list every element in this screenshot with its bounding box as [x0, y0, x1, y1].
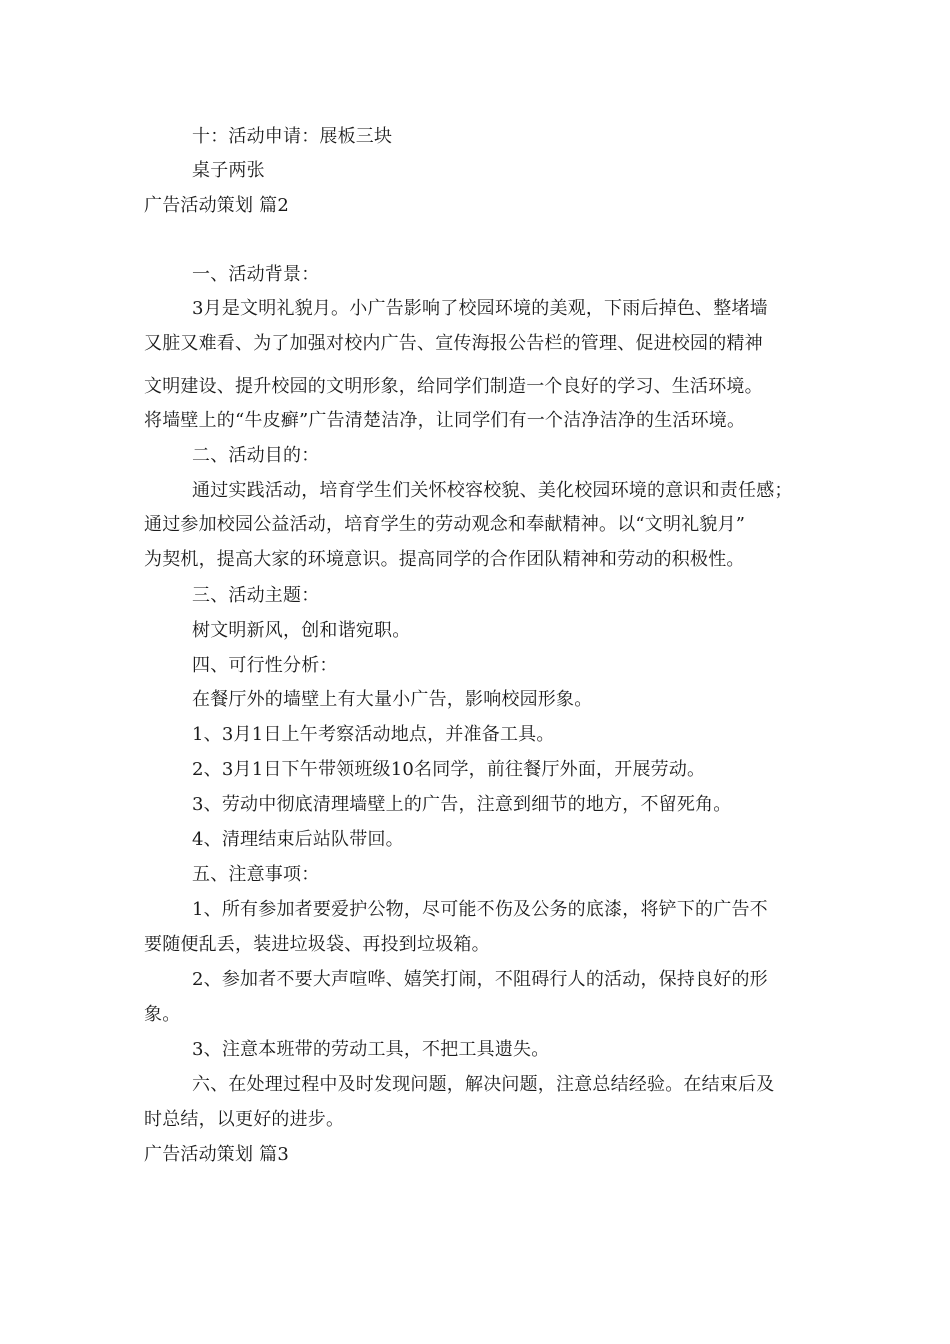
paragraph-line: 3月是文明礼貌月。小广告影响了校园环境的美观，下雨后掉色、整堵墙: [192, 298, 768, 319]
paragraph-line: 通过参加校园公益活动，培育学生的劳动观念和奉献精神。以“文明礼貌月”: [144, 514, 746, 535]
paragraph-line: 通过实践活动，培育学生们关怀校容校貌、美化校园环境的意识和责任感；: [192, 480, 793, 501]
paragraph-line: 桌子两张: [192, 160, 265, 181]
list-item: 3、劳动中彻底清理墙壁上的广告，注意到细节的地方，不留死角。: [192, 794, 732, 815]
paragraph-line: 六、在处理过程中及时发现问题，解决问题，注意总结经验。在结束后及: [192, 1074, 775, 1095]
paragraph-line: 象。: [144, 1004, 181, 1025]
paragraph-line: 又脏又难看、为了加强对校内广告、宣传海报公告栏的管理、促进校园的精神: [144, 333, 763, 354]
paragraph-line: 要随便乱丢，装进垃圾袋、再投到垃圾箱。: [144, 934, 490, 955]
subheading: 四、可行性分析：: [192, 655, 338, 676]
list-item: 1、所有参加者要爱护公物，尽可能不伤及公务的底漆，将铲下的广告不: [192, 899, 768, 920]
paragraph-line: 树文明新风，创和谐宛职。: [192, 620, 411, 641]
section-heading: 广告活动策划 篇2: [144, 195, 289, 216]
subheading: 三、活动主题：: [192, 585, 320, 606]
list-item: 3、注意本班带的劳动工具，不把工具遗失。: [192, 1039, 550, 1060]
paragraph-line: 将墙壁上的“牛皮癣”广告清楚洁净，让同学们有一个洁净洁净的生活环境。: [144, 410, 746, 431]
paragraph-line: 为契机，提高大家的环境意识。提高同学的合作团队精神和劳动的积极性。: [144, 549, 745, 570]
paragraph-line: 时总结，以更好的进步。: [144, 1109, 345, 1130]
subheading: 一、活动背景：: [192, 264, 320, 285]
list-item: 2、3月1日下午带领班级10名同学，前往餐厅外面，开展劳动。: [192, 759, 706, 780]
paragraph-line: 在餐厅外的墙壁上有大量小广告，影响校园形象。: [192, 689, 593, 710]
paragraph-line: 十：活动申请：展板三块: [192, 126, 393, 147]
list-item: 1、3月1日上午考察活动地点，并准备工具。: [192, 724, 555, 745]
list-item: 2、参加者不要大声喧哗、嬉笑打闹，不阻碍行人的活动，保持良好的形: [192, 969, 768, 990]
subheading: 二、活动目的：: [192, 445, 320, 466]
paragraph-line: 文明建设、提升校园的文明形象，给同学们制造一个良好的学习、生活环境。: [144, 376, 763, 397]
section-heading: 广告活动策划 篇3: [144, 1144, 289, 1165]
list-item: 4、清理结束后站队带回。: [192, 829, 404, 850]
subheading: 五、注意事项：: [192, 864, 320, 885]
